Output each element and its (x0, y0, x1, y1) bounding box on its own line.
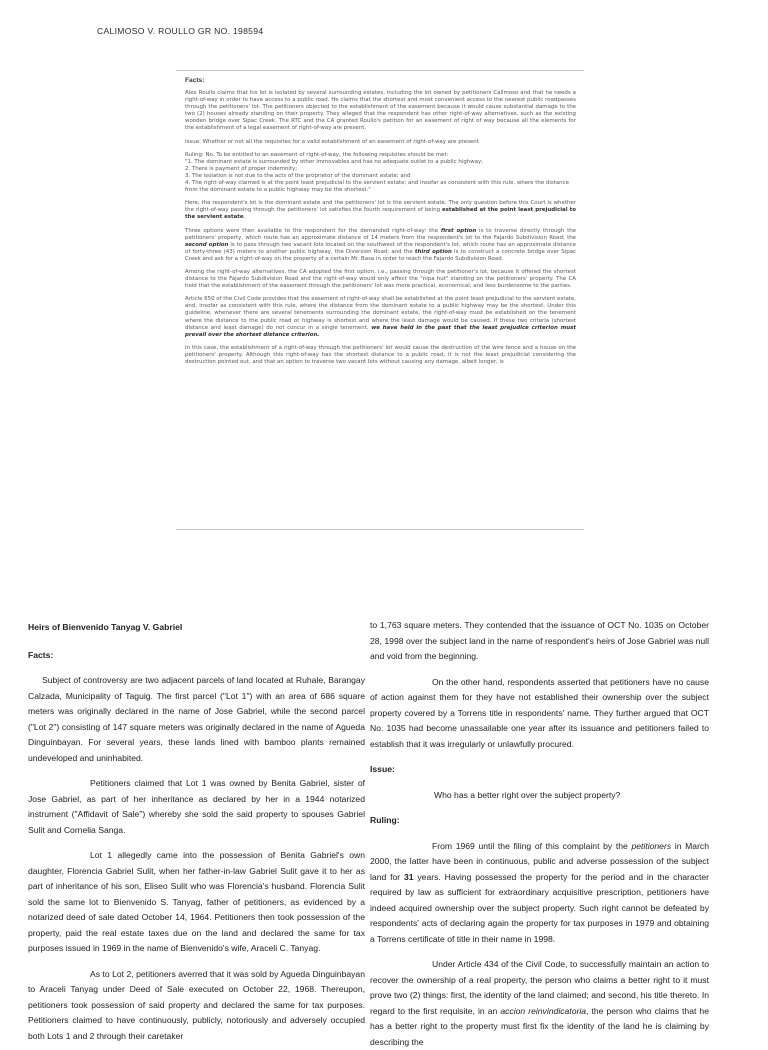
ruling-2-accion: accion reinvindicatoria (500, 1005, 587, 1016)
ruling-1-petitioners: petitioners (631, 840, 672, 851)
facts-heading: Facts: (28, 649, 54, 660)
scan-here-paragraph (185, 200, 576, 221)
scan-options-text-2: is to traverse directly through the petitioners' property, which route has an approximate distance of 14 meters from the respondent's lot to the Fajardo Subdivision Road; the (185, 227, 577, 241)
scanned-case-digest (176, 70, 584, 530)
scan-ruling-block (185, 152, 576, 195)
issue-question: Who has a better right over the subject property? (434, 789, 621, 800)
ruling-1-text-b: in March 2000, the latter have been in continuous, public and adverse possession of the subject land for (370, 840, 710, 882)
scan-requisite-4: 4. The right-of-way claimed is at the point least prejudicial to the servient estate; and insofar as consistent with this rule, where the distance from the dominant estate to a public highway may be the shortest." (185, 180, 569, 194)
scan-alternatives-paragraph: Among the right-of-way alternatives, the CA adopted the first option, i.e., passing through the petitioner's lot, because it offered the shortest distance to the Fajardo Subdivision Road and the right-of-way would only affect the "nipa hut" standing on the petitioners' property. The CA held that the establishment of the easement through the petitioners' lot was more practical, economical, and less burdensome to the parties. (185, 268, 576, 290)
scan-article-paragraph (185, 296, 576, 339)
scan-case-paragraph: In this case, the establishment of a right-of-way through the petitioners' lot would cause the destruction of the wire fence and a house on the petitioners' property. Although this right-of-way has the shortest distance to a public road, it is not the least prejudicial considering the destruction pointed out, and that an option to traverse two vacant lots without causing any damage, albeit longer, is (185, 344, 576, 365)
scan-article-text: Article 650 of the Civil Code provides that the easement of right-of-way shall be established at the point least prejudicial to the servient estate, and, insofar as consistent with this rule, where the distance from the dominant estate to a public highway may be the shortest. Under this guideline, whenever there are several tenements surrounding the dominant estate, the right-of-way must be established on the tenement where the distance to the public road or highway is shortest and where the least damage would be caused. If these two criteria (shortest distance and least damage) do not concur in a single tenement, (185, 296, 576, 331)
respondents-paragraph: On the other hand, respondents asserted that petitioners have no cause of action against them for they have not established their ownership over the subject property covered by a Torrens title in respondents' name. They further argued that OCT No. 1035 had become unassailable one year after its issuance and petitioners failed to establish that it was irregularly or unlawfully procured. (370, 676, 709, 749)
facts-paragraph-4: As to Lot 2, petitioners averred that it was sold by Agueda Dinguinbayan to Araceli Tanyag under Deed of Sale executed on October 22, 1968. Thereupon, petitioners took possession of said property and declared the same for tax purposes. Petitioners claimed to have continuously, publicly, notoriously and adversely occupied both Lots 1 and 2 through their caretaker (28, 968, 365, 1041)
scan-facts-paragraph: Alex Roullo claims that his lot is isolated by several surrounding estates, including the lot owned by petitioners Calimoso and that he needs a right-of-way in order to have access to a public road. He claims that the shortest and most convenient access to the nearest public roadpasses through the petitioners' lot. The petitioners objected to the establishment of the easement because it would cause substantial damage to the two (2) houses already standing on their property. They alleged that the respondent has other right-of-way alternatives, such as the existing wooden bridge over Sipac Creek. The RTC and the CA granted Roullo's petition for an easement of right of way because all the elements for the establishment of a legal easement of right-of-way are present. (185, 90, 576, 132)
ruling-1-text-a: From 1969 until the filing of this complaint by the (432, 840, 632, 851)
ruling-2-text-b: , the person who claims that he has a better right to the property must first fix the identity of the land he is claiming by describing the (370, 1005, 709, 1047)
issue-heading: Issue: (370, 764, 395, 774)
ruling-1-years: 31 (403, 871, 414, 882)
left-column (28, 618, 365, 1041)
scan-options-paragraph (185, 228, 576, 263)
facts-paragraph-1: Subject of controversy are two adjacent parcels of land located at Ruhale, Barangay Calzada, Municipality of Taguig. The first parcel ("Lot 1") with an area of 686 square meters was originally declared in the name of Jose Gabriel, while the second parcel ("Lot 2") consisting of 147 square meters was originally declared in the name of Agueda Dinguinbayan. For several years, these lands lined with bamboo plants remained undeveloped and uninhabited. (28, 675, 365, 763)
scan-options-text-3: is to pass through two vacant lots located on the southwest of the respondent's lot, which route has an approximate distance of forty-three (43) meters to another public highway, the Diversion Road; and the (185, 241, 576, 255)
ruling-paragraph-2 (370, 957, 709, 1050)
scan-facts-label: Facts: (185, 77, 205, 84)
scan-article-emphasis: we have held in the past that the least prejudice criterion must prevail over the shortest distance criterion. (185, 324, 576, 338)
scan-requisite-1: "1. The dominant estate is surrounded by other immovables and has no adequate outlet to a public highway; (185, 158, 484, 165)
ruling-1-text-c: years. Having possessed the property for the period and in the character required by law as sufficient for extraordinary acquisitive prescription, petitioners have indeed acquired ownership over the subject property. Such right cannot be defeated by respondents' acts of declaring again the property for tax purposes in 1979 and obtaining a Torrens certificate of title in their name in 1998. (370, 871, 709, 944)
scan-here-emphasis: established at the point least prejudicial to the servient estate (185, 207, 576, 221)
scan-options-text-1: Three options were then available to the respondent for the demanded right-of-way: the (185, 227, 441, 234)
scan-second-option: second option (185, 241, 229, 248)
scan-third-option: third option (414, 248, 452, 255)
scan-first-option: first option (440, 227, 477, 234)
facts-paragraph-2: Petitioners claimed that Lot 1 was owned by Benita Gabriel, sister of Jose Gabriel, as part of her inheritance as declared by her in a 1944 notarized instrument ("Affidavit of Sale") whereby she sold the said property to spouses Gabriel Sulit and Cornelia Sanga. (28, 778, 365, 835)
document-header: CALIMOSO V. ROULLO GR NO. 198594 (97, 26, 264, 36)
ruling-heading: Ruling: (370, 815, 400, 825)
right-column (370, 618, 710, 1047)
scan-ruling-intro: Ruling: No. To be entitled to an easement of right-of-way, the following requisites should be met: (185, 151, 449, 158)
scan-requisite-2: 2. There is payment of proper indemnity; (185, 165, 298, 172)
scan-requisite-3: 3. The isolation is not due to the acts of the proprietor of the dominant estate; and (185, 172, 411, 179)
scan-here-text: Here, the respondent's lot is the dominant estate and the petitioners' lot is the servient estate. The only question before this Court is whether the right-of-way passing through the petitioners' lot satisfies the fourth requirement of being (185, 200, 576, 214)
ruling-paragraph-1 (370, 839, 709, 948)
scan-issue-paragraph: Issue: Whether or not all the requisites for a valid establishment of an easement of right-of-way are present (185, 138, 479, 145)
scan-here-end: . (243, 214, 246, 221)
case-title: Heirs of Bienvenido Tanyag V. Gabriel (28, 622, 183, 632)
ruling-2-text-a: Under Article 434 of the Civil Code, to successfully maintain an action to recover the ownership of a real property, the person who claims a better right to it must prove two (2) things: first, the identity of the land claimed; and second, his title thereto. In regard to the first requisite, in an (370, 959, 709, 1016)
scan-options-text-4: is to construct a concrete bridge over Sipac Creek and ask for a right-of-way on the property of a certain Mr. Basa in order to reach the Fajardo Subdivision Road. (185, 248, 577, 262)
continued-paragraph: to 1,763 square meters. They contended that the issuance of OCT No. 1035 on October 28, 1998 over the subject land in the name of respondent's heirs of Jose Gabriel was null and void from the beginning. (370, 620, 709, 661)
facts-paragraph-3: Lot 1 allegedly came into the possession of Benita Gabriel's own daughter, Florencia Gabriel Sulit, when her father-in-law Gabriel Sulit gave it to her as part of inheritance of his son, Eliseo Sulit who was Florencia's husband. Florencia Sulit sold the same lot to Bienvenido S. Tanyag, father of petitioners, as evidenced by a notarized deed of sale dated October 14, 1964. Petitioners then took possession of the property, paid the real estate taxes due on the land and declared the same for tax purposes issued in 1969 in the name of Bienvenido's wife, Araceli C. Tanyag. (28, 850, 365, 953)
